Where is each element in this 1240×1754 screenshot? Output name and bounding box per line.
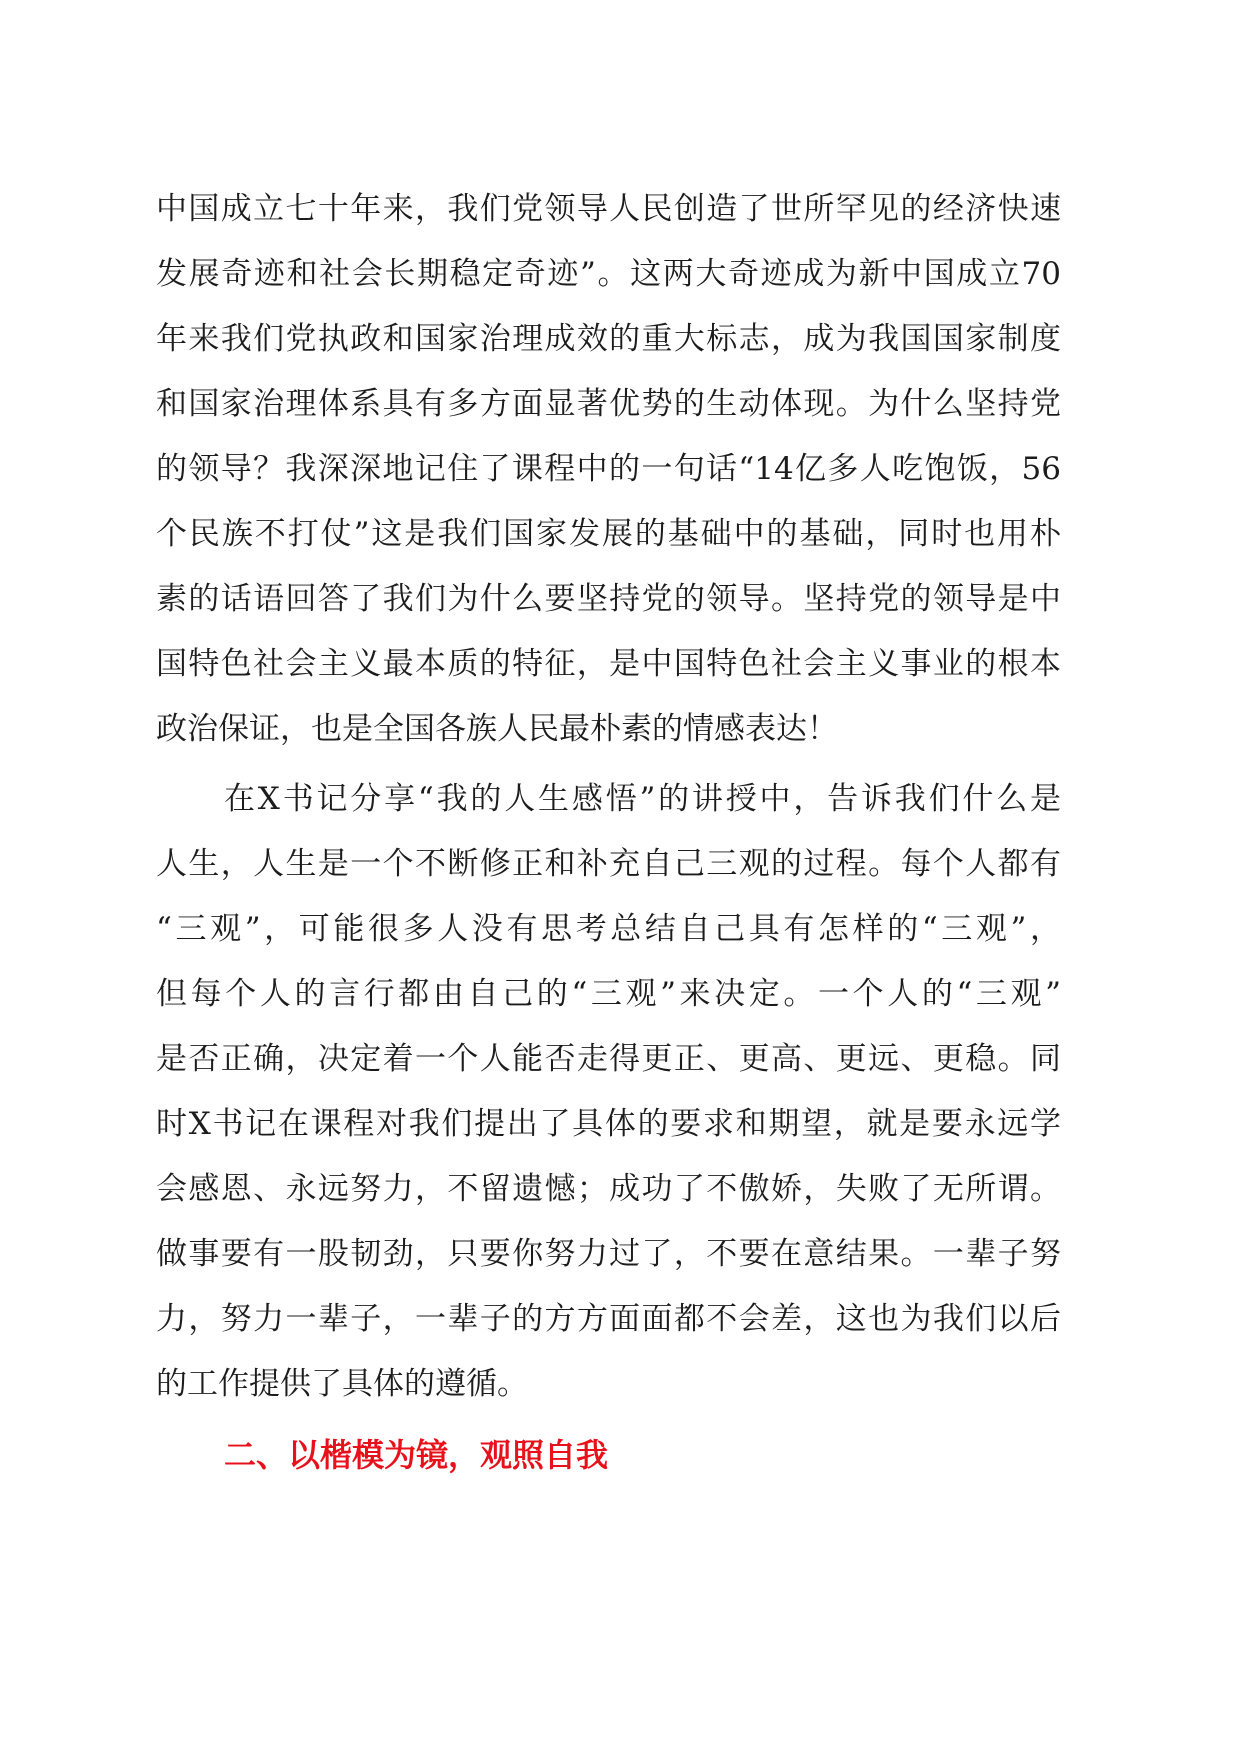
section-heading: 二、以楷模为镜，观照自我: [224, 1436, 609, 1474]
body-line: 年来我们党执政和国家治理成效的重大标志，成为我国国家制度: [156, 321, 1061, 357]
body-line: 是否正确，决定着一个人能否走得更正、更高、更远、更稳。同: [156, 1041, 1061, 1077]
body-line: 在X书记分享“我的人生感悟”的讲授中，告诉我们什么是: [224, 781, 1061, 817]
body-line: “三观”，可能很多人没有思考总结自己具有怎样的“三观”，: [156, 911, 1061, 947]
body-line: 素的话语回答了我们为什么要坚持党的领导。坚持党的领导是中: [156, 581, 1061, 617]
body-line: 但每个人的言行都由自己的“三观”来决定。一个人的“三观”: [156, 976, 1061, 1012]
body-line: 个民族不打仗”这是我们国家发展的基础中的基础，同时也用朴: [156, 516, 1061, 552]
body-line: 做事要有一股韧劲，只要你努力过了，不要在意结果。一辈子努: [156, 1236, 1061, 1272]
body-line: 人生，人生是一个不断修正和补充自己三观的过程。每个人都有: [156, 846, 1061, 882]
body-line: 政治保证，也是全国各族人民最朴素的情感表达！: [156, 711, 838, 747]
body-line: 国特色社会主义最本质的特征，是中国特色社会主义事业的根本: [156, 646, 1061, 682]
body-line: 时X书记在课程对我们提出了具体的要求和期望，就是要永远学: [156, 1106, 1061, 1142]
body-line: 的工作提供了具体的遵循。: [156, 1366, 528, 1402]
body-line: 会感恩、永远努力，不留遗憾；成功了不傲娇，失败了无所谓。: [156, 1171, 1061, 1207]
body-line: 和国家治理体系具有多方面显著优势的生动体现。为什么坚持党: [156, 386, 1061, 422]
body-line: 发展奇迹和社会长期稳定奇迹”。这两大奇迹成为新中国成立70: [156, 256, 1061, 292]
body-line: 力，努力一辈子，一辈子的方方面面都不会差，这也为我们以后: [156, 1301, 1061, 1337]
body-line: 的领导？我深深地记住了课程中的一句话“14亿多人吃饱饭，56: [156, 451, 1061, 487]
body-line: 中国成立七十年来，我们党领导人民创造了世所罕见的经济快速: [156, 191, 1061, 227]
